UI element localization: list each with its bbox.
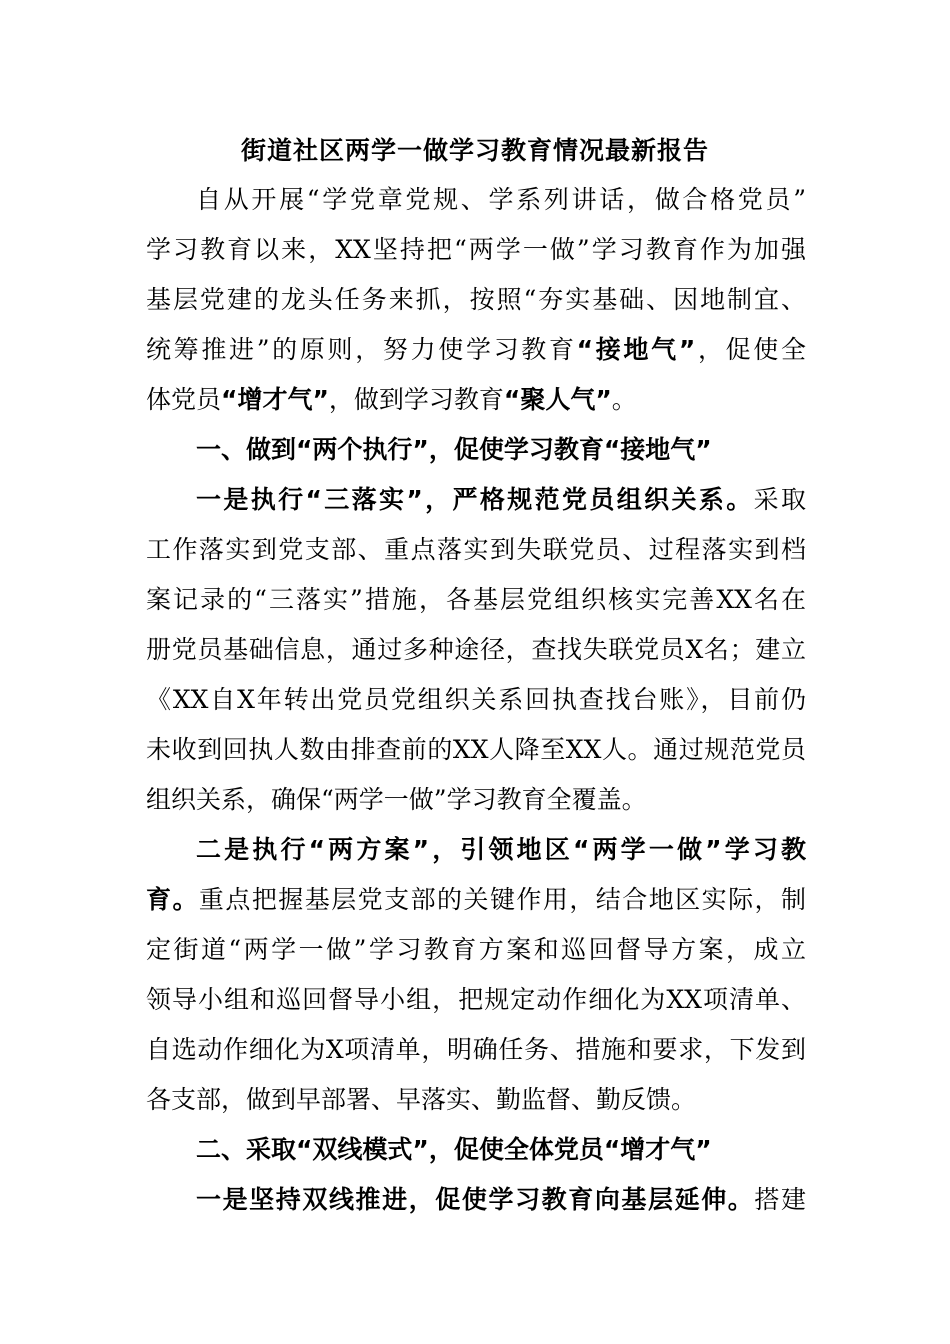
paragraph-line xyxy=(196,1178,806,1222)
paragraph-line: 各支部，做到早部署、早落实、勤监督、勤反馈。 xyxy=(146,1085,697,1114)
emphasis-text: “聚人气” xyxy=(503,385,612,414)
paragraph-line: 自选动作细化为X项清单，明确任务、措施和要求，下发到 xyxy=(146,1035,806,1064)
text-run: 采取 xyxy=(753,485,806,514)
paragraph-line: 工作落实到党支部、重点落实到失联党员、过程落实到档 xyxy=(146,535,806,564)
paragraph-line xyxy=(146,878,806,922)
text-run: 。 xyxy=(611,385,637,414)
emphasis-text: “接地气” xyxy=(576,335,696,364)
section-heading: 二、采取“双线模式”，促使全体党员“增才气” xyxy=(196,1135,712,1164)
paragraph-line: 组织关系，确保“两学一做”学习教育全覆盖。 xyxy=(146,785,647,814)
paragraph-line: 基层党建的龙头任务来抓，按照“夯实基础、因地制宜、 xyxy=(146,285,806,314)
paragraph-line xyxy=(146,328,806,372)
section-heading: 一、做到“两个执行”，促使学习教育“接地气” xyxy=(196,435,712,464)
paragraph-line xyxy=(146,378,806,422)
paragraph-line: 学习教育以来，XX坚持把“两学一做”学习教育作为加强 xyxy=(146,235,806,264)
paragraph-line xyxy=(196,478,806,522)
paragraph-line: 自从开展“学党章党规、学系列讲话，做合格党员” xyxy=(196,185,806,214)
paragraph-line: 案记录的“三落实”措施，各基层党组织核实完善XX名在 xyxy=(146,585,806,614)
text-run: 体党员 xyxy=(146,385,222,414)
text-run: 搭建 xyxy=(754,1185,806,1214)
paragraph-line: 未收到回执人数由排查前的XX人降至XX人。通过规范党员 xyxy=(146,735,806,764)
paragraph-line: 《XX自X年转出党员党组织关系回执查找台账》，目前仍 xyxy=(146,685,806,714)
paragraph-line: 册党员基础信息，通过多种途径，查找失联党员X名；建立 xyxy=(146,635,806,664)
document-title: 街道社区两学一做学习教育情况最新报告 xyxy=(240,136,709,165)
paragraph-line: 定街道“两学一做”学习教育方案和巡回督导方案，成立 xyxy=(146,935,806,964)
subheading-text: 一是执行“三落实”，严格规范党员组织关系。 xyxy=(196,485,754,514)
paragraph-line: 领导小组和巡回督导小组，把规定动作细化为XX项清单、 xyxy=(146,985,806,1014)
text-run: ，促使全 xyxy=(695,335,806,364)
text-run: 统筹推进”的原则，努力使学习教育 xyxy=(146,335,577,364)
emphasis-text: “增才气” xyxy=(221,385,329,414)
subheading-text: 二是执行“两方案”，引领地区“两学一做”学习教 xyxy=(196,835,806,864)
subheading-text: 育。 xyxy=(146,885,199,914)
text-run: 重点把握基层党支部的关键作用，结合地区实际，制 xyxy=(198,885,806,914)
subheading-text: 一是坚持双线推进，促使学习教育向基层延伸。 xyxy=(196,1185,755,1214)
text-run: ，做到学习教育 xyxy=(328,385,504,414)
